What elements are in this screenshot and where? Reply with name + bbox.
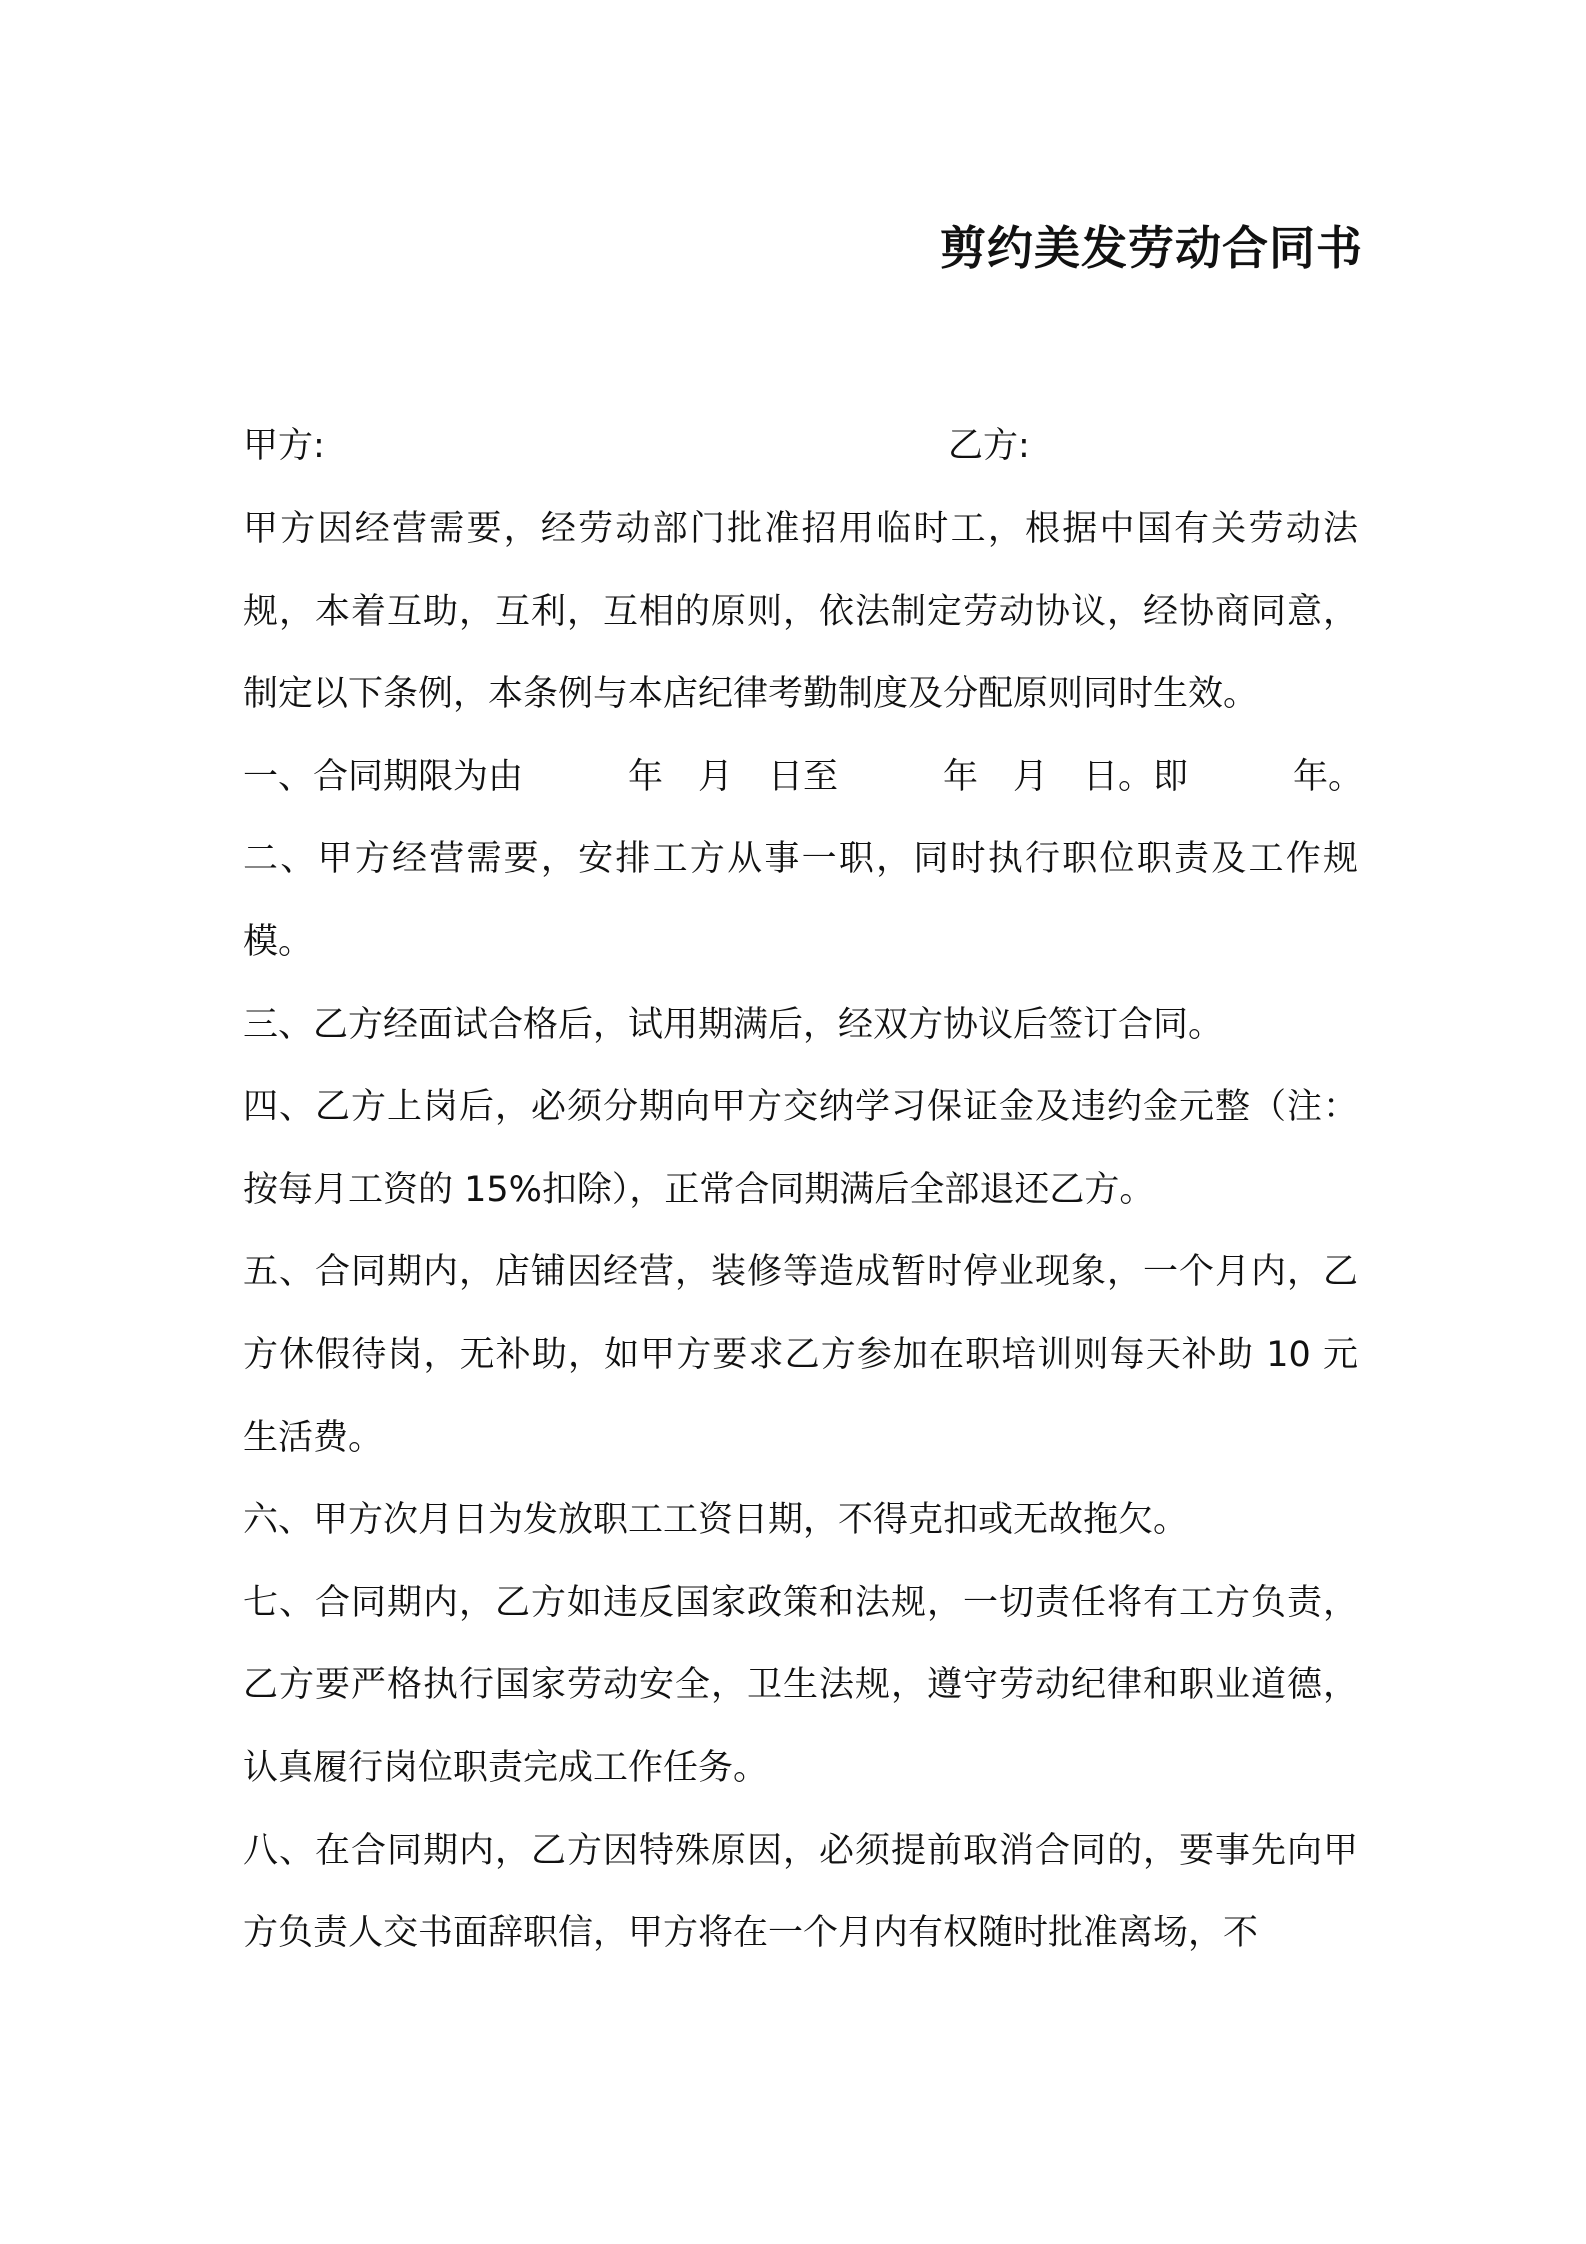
clause-2-job-assignment: 二、甲方经营需要，安排工方从事一职，同时执行职位职责及工作规模。 [243,839,1358,962]
clause-6-payday: 六、甲方次月日为发放职工工资日期，不得克扣或无故拖欠。 [243,1500,1189,1541]
intro-paragraph: 甲方因经营需要，经劳动部门批准招用临时工，根据中国有关劳动法规，本着互助，互利，互相的原则，依法制定劳动协议，经协商同意，制定以下条例，本条例与本店纪律考勤制度及分配原则同时生效。 [243,509,1358,715]
party-a-label: 甲方: [243,426,325,466]
clause-5-suspension: 五、合同期内，店铺因经营，装修等造成暂时停业现象，一个月内，乙方休假待岗，无补助，如甲方要求乙方参加在职培训则每天补助 10 元生活费。 [243,1252,1358,1458]
clause-1-contract-term: 一、合同期限为由 年 月 日至 年 月 日。即 年。 [243,756,1364,797]
clause-3-probation: 三、乙方经面试合格后，试用期满后，经双方协议后签订合同。 [243,1004,1224,1045]
document-title: 剪约美发劳动合同书 [940,221,1363,275]
clause-8-termination: 八、在合同期内，乙方因特殊原因，必须提前取消合同的，要事先向甲方负责人交书面辞职信，甲方将在一个月内有权随时批准离场，不 [243,1830,1358,1954]
clause-7-compliance: 七、合同期内，乙方如违反国家政策和法规，一切责任将有工方负责，乙方要严格执行国家劳动安全，卫生法规，遵守劳动纪律和职业道德，认真履行岗位职责完成工作任务。 [243,1582,1358,1788]
party-b-label: 乙方: [948,426,1030,466]
clause-4-deposit: 四、乙方上岗后，必须分期向甲方交纳学习保证金及违约金元整（注：按每月工资的 15%扣除），正常合同期满后全部退还乙方。 [243,1087,1358,1210]
contract-body [243,488,1364,1975]
